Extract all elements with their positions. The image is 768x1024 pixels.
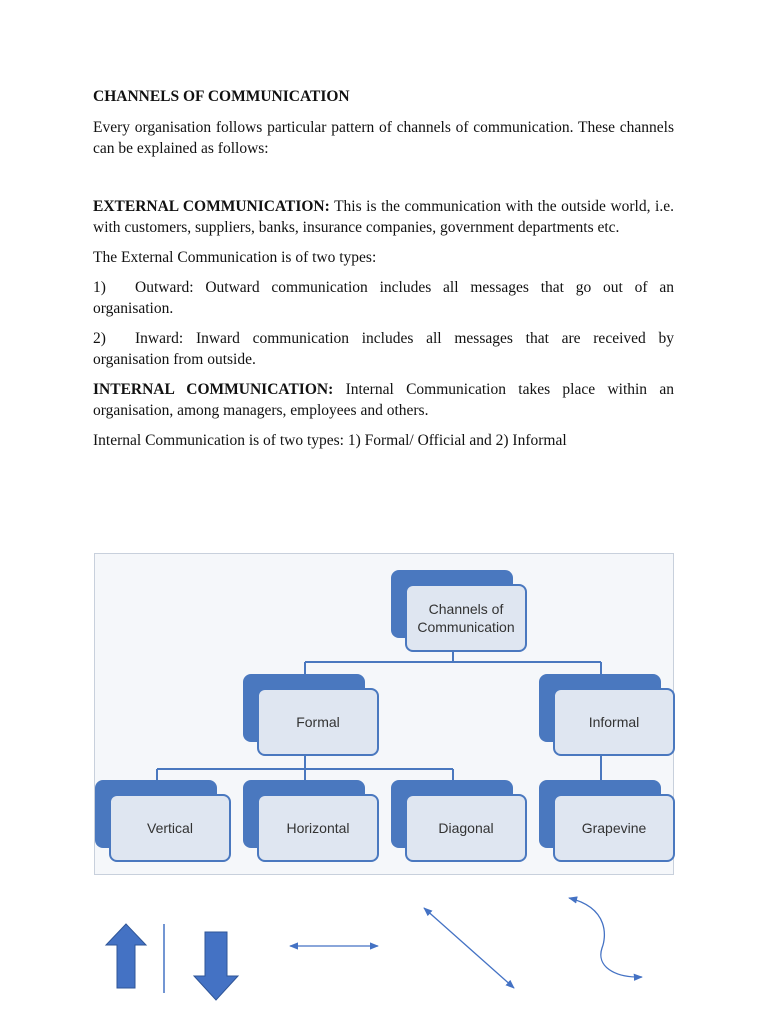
external-types: The External Communication is of two types:	[93, 249, 377, 266]
node-formal	[243, 674, 379, 756]
list-text: Outward: Outward communication includes all messages that go out of an organisation.	[93, 279, 674, 317]
internal-paragraph	[93, 379, 674, 421]
node-horizontal	[243, 780, 379, 862]
list-number: 1)	[93, 279, 106, 296]
node-channels-of-communication	[391, 570, 527, 652]
node-label: Grapevine	[553, 794, 675, 862]
internal-heading: INTERNAL COMMUNICATION:	[93, 381, 334, 398]
node-diagonal	[391, 780, 527, 862]
list-item	[93, 277, 674, 319]
node-label: Channels of Communication	[405, 584, 527, 652]
list-text: Inward: Inward communication includes all messages that are received by organisation from outside.	[93, 330, 674, 368]
internal-types: Internal Communication is of two types: 1) Formal/ Official and 2) Informal	[93, 432, 567, 449]
direction-arrows	[0, 880, 768, 1024]
up-arrow-icon	[106, 924, 146, 988]
external-heading: EXTERNAL COMMUNICATION:	[93, 198, 330, 215]
node-label: Formal	[257, 688, 379, 756]
external-paragraph	[93, 196, 674, 238]
down-arrow-icon	[194, 932, 238, 1000]
grapevine-arrow-icon	[569, 898, 642, 977]
internal-text: Internal Communication takes place within an organisation, among managers, employees and others.	[93, 381, 674, 419]
node-label: Horizontal	[257, 794, 379, 862]
intro-paragraph: Every organisation follows particular pattern of channels of communication. These channels can be explained as follows:	[93, 119, 674, 157]
node-grapevine	[539, 780, 675, 862]
diagonal-arrow-icon	[424, 908, 514, 988]
channels-diagram	[94, 553, 674, 875]
list-item	[93, 328, 674, 370]
node-informal	[539, 674, 675, 756]
document-body	[93, 86, 674, 460]
node-label: Vertical	[109, 794, 231, 862]
node-label: Diagonal	[405, 794, 527, 862]
node-vertical	[95, 780, 231, 862]
external-text: This is the communication with the outside world, i.e. with customers, suppliers, banks, insurance companies, government departments etc.	[93, 198, 674, 236]
list-number: 2)	[93, 330, 106, 347]
page-title: CHANNELS OF COMMUNICATION	[93, 88, 350, 105]
node-label: Informal	[553, 688, 675, 756]
